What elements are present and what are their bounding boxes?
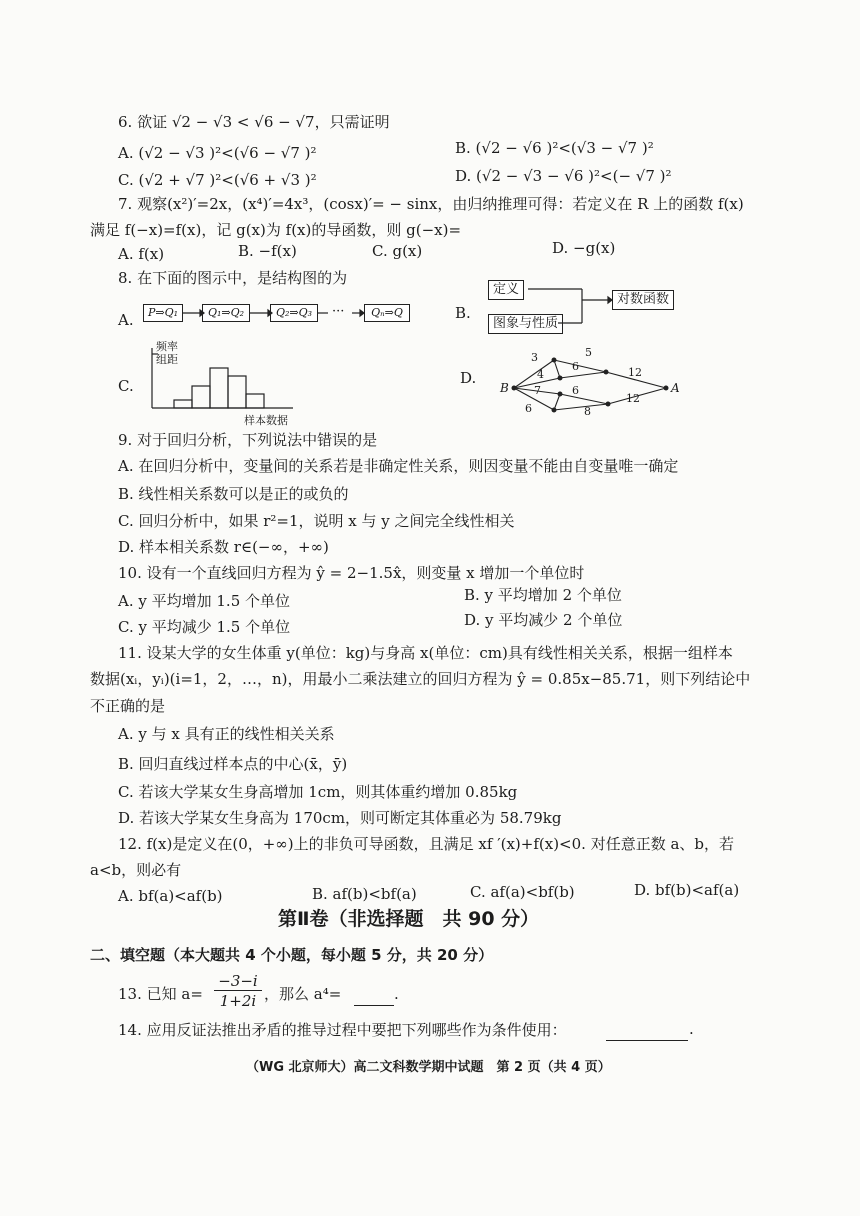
- graph-weight-7: 7: [534, 384, 541, 397]
- section2-title: 二、填空题（本大题共 4 个小题，每小题 5 分，共 20 分）: [90, 946, 494, 964]
- q7-line1: 7. 观察(x²)′=2x，(x⁴)′=4x³，(cosx)′= − sinx，由归纳推理可得：若定义在 R 上的函数 f(x): [118, 195, 744, 213]
- hist-ylabel-bottom: 组距: [156, 353, 178, 366]
- graph-weight-12b: 12: [626, 392, 640, 405]
- graph-weight-6b: 6: [572, 384, 579, 397]
- struct-box-graph-properties: 图象与性质: [488, 314, 563, 334]
- q6-option-b: B. (√2 − √6 )²<(√3 − √7 )²: [455, 139, 654, 157]
- q7-option-c: C. g(x): [372, 242, 423, 260]
- q10-option-d: D. y 平均减少 2 个单位: [464, 611, 623, 629]
- q8-option-c-label: C.: [118, 377, 134, 395]
- graph-weight-8: 8: [584, 405, 591, 418]
- graph-weight-6a: 6: [572, 360, 579, 373]
- q11-option-a: A. y 与 x 具有正的线性相关关系: [118, 725, 335, 743]
- q9-option-d: D. 样本相关系数 r∈(−∞，+∞): [118, 538, 329, 556]
- q8-option-a-label: A.: [118, 311, 134, 329]
- q13-end: .: [394, 985, 399, 1003]
- flow-dots: ···: [332, 304, 345, 319]
- q13-answer-blank[interactable]: [354, 987, 394, 1006]
- graph-weight-5: 5: [585, 346, 592, 359]
- q7-line2: 满足 f(−x)=f(x)，记 g(x)为 f(x)的导函数，则 g(−x)=: [90, 221, 462, 239]
- q6-option-d: D. (√2 − √3 − √6 )²<(− √7 )²: [455, 167, 672, 185]
- graph-weight-6c: 6: [525, 402, 532, 415]
- graph-weight-3: 3: [531, 351, 538, 364]
- q11-option-b: B. 回归直线过样本点的中心(x̄，ȳ): [118, 755, 348, 773]
- q13-denominator: 1+2i: [219, 992, 257, 1010]
- q12-option-a: A. bf(a)<af(b): [118, 887, 223, 905]
- q11-option-c: C. 若该大学某女生身高增加 1cm，则其体重约增加 0.85kg: [118, 783, 518, 801]
- q6-option-a: A. (√2 − √3 )²<(√6 − √7 )²: [118, 144, 317, 162]
- flow-box-3: Q₂⇒Q₃: [270, 304, 318, 322]
- q9-option-c: C. 回归分析中，如果 r²=1，说明 x 与 y 之间完全线性相关: [118, 512, 515, 530]
- hist-bar-2: [192, 386, 210, 408]
- q11-line2: 数据(xᵢ，yᵢ)(i=1，2，…，n)，用最小二乘法建立的回归方程为 ŷ = 0.85x−85.71，则下列结论中: [90, 670, 751, 688]
- q11-option-d: D. 若该大学某女生身高为 170cm，则可断定其体重必为 58.79kg: [118, 809, 562, 827]
- q12-line2: a<b，则必有: [90, 861, 182, 879]
- struct-box-definition: 定义: [488, 280, 524, 300]
- q13-numerator: −3−i: [214, 972, 262, 991]
- q10-option-a: A. y 平均增加 1.5 个单位: [118, 592, 291, 610]
- q7-option-b: B. −f(x): [238, 242, 297, 260]
- graph-weight-12a: 12: [628, 366, 642, 379]
- q7-option-d: D. −g(x): [552, 239, 616, 257]
- q14-text: 14. 应用反证法推出矛盾的推导过程中要把下列哪些作为条件使用：: [118, 1021, 567, 1039]
- q12-option-d: D. bf(b)<af(a): [634, 881, 740, 899]
- q7-option-a: A. f(x): [118, 245, 165, 263]
- q13-fraction: [214, 972, 262, 1011]
- q9-option-b: B. 线性相关系数可以是正的或负的: [118, 485, 349, 503]
- part2-title: 第Ⅱ卷（非选择题 共 90 分）: [278, 908, 540, 930]
- page-footer: （WG 北京师大）高二文科数学期中试题 第 2 页（共 4 页）: [246, 1060, 611, 1075]
- q14-answer-blank[interactable]: [606, 1022, 688, 1041]
- flow-box-4: Qₙ⇒Q: [364, 304, 410, 322]
- histogram: [148, 346, 298, 412]
- struct-box-log-function: 对数函数: [612, 290, 674, 310]
- q11-line1: 11. 设某大学的女生体重 y(单位：kg)与身高 x(单位：cm)具有线性相关关系，根据一组样本: [118, 644, 733, 662]
- q6-option-c: C. (√2 + √7 )²<(√6 + √3 )²: [118, 171, 317, 189]
- graph-node-a: A: [671, 381, 680, 395]
- q10-option-c: C. y 平均减少 1.5 个单位: [118, 618, 291, 636]
- flow-arrows: [180, 305, 380, 325]
- graph-node-b: B: [500, 381, 509, 395]
- struct-connectors: [520, 280, 620, 340]
- q14-end: .: [689, 1020, 694, 1038]
- q8-option-b-label: B.: [455, 304, 471, 322]
- hist-bar-5: [246, 394, 264, 408]
- q12-line1: 12. f(x)是定义在(0，+∞)上的非负可导函数，且满足 xf ′(x)+f(x)<0. 对任意正数 a、b，若: [118, 835, 735, 853]
- q12-option-c: C. af(a)<bf(b): [470, 883, 575, 901]
- q11-line3: 不正确的是: [90, 697, 166, 715]
- q10-stem: 10. 设有一个直线回归方程为 ŷ = 2−1.5x̂，则变量 x 增加一个单位时: [118, 564, 585, 582]
- flow-box-1: P⇒Q₁: [143, 304, 183, 322]
- hist-bar-3: [210, 368, 228, 408]
- q10-option-b: B. y 平均增加 2 个单位: [464, 586, 622, 604]
- hist-bar-1: [174, 400, 192, 408]
- q13-prefix: 13. 已知 a=: [118, 985, 203, 1003]
- hist-xlabel: 样本数据: [244, 414, 288, 427]
- flow-box-2: Q₁⇒Q₂: [202, 304, 250, 322]
- graph-weight-4: 4: [537, 368, 544, 381]
- hist-ylabel-top: 频率: [156, 340, 178, 353]
- q9-stem: 9. 对于回归分析，下列说法中错误的是: [118, 431, 378, 449]
- q8-stem: 8. 在下面的图示中，是结构图的为: [118, 269, 348, 287]
- q8-option-d-label: D.: [460, 369, 477, 387]
- q12-option-b: B. af(b)<bf(a): [312, 885, 417, 903]
- q9-option-a: A. 在回归分析中，变量间的关系若是非确定性关系，则因变量不能由自变量唯一确定: [118, 457, 679, 475]
- hist-bar-4: [228, 376, 246, 408]
- q13-suffix: ，那么 a⁴=: [264, 985, 342, 1003]
- q6-stem: 6. 欲证 √2 − √3 < √6 − √7，只需证明: [118, 113, 390, 131]
